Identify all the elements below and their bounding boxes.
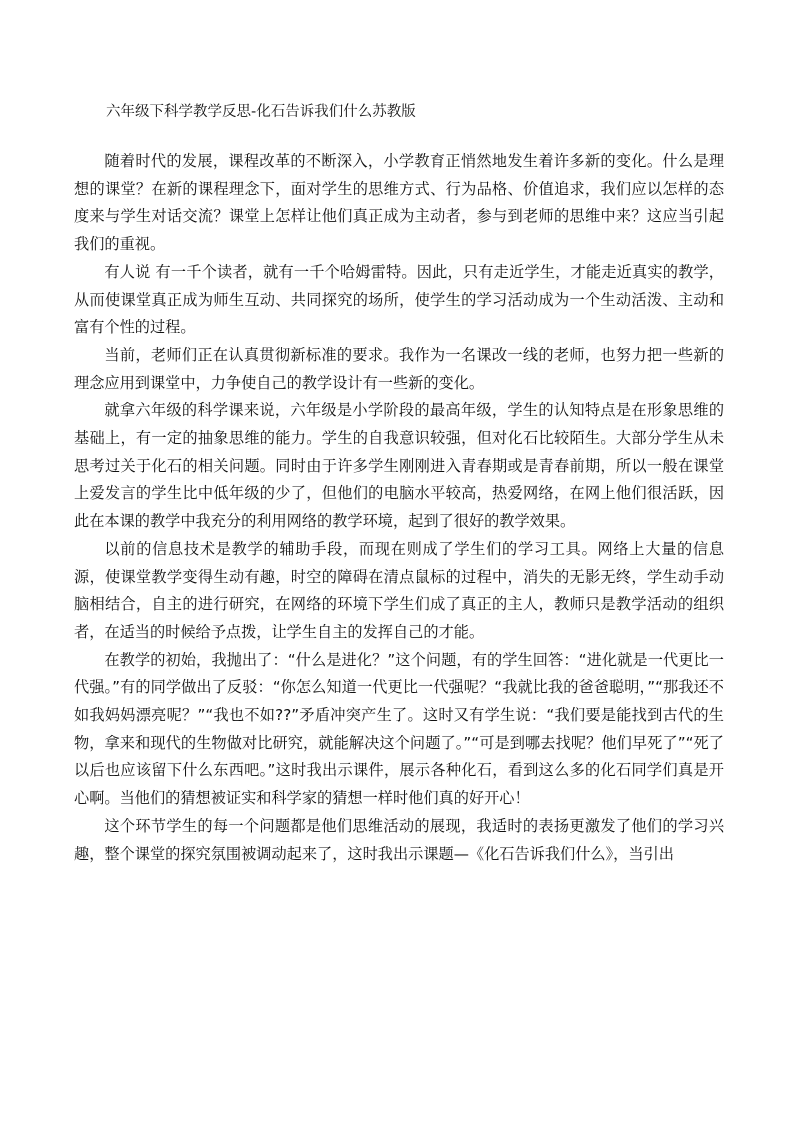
paragraph-4: 就拿六年级的科学课来说，六年级是小学阶段的最高年级，学生的认知特点是在形象思维的基础上，有一定的抽象思维的能力。学生的自我意识较强，但对化石比较陌生。大部分学生从未思考过关于化石的相关问题。同时由于许多学生刚刚进入青春期或是青春前期，所以一般在课堂上爱发言的学生比中低年级的少了，但他们的电脑水平较高，热爱网络，在网上他们很活跃，因此在本课的教学中我充分的利用网络的教学环境，起到了很好的教学效果。 <box>74 401 724 531</box>
paragraph-1: 随着时代的发展，课程改革的不断深入，小学教育正悄然地发生着许多新的变化。什么是理想的课堂？在新的课程理念下，面对学生的思维方式、行为品格、价值追求，我们应以怎样的态度来与学生对话交流？课堂上怎样让他们真正成为主动者，参与到老师的思维中来？这应当引起我们的重视。 <box>74 152 724 254</box>
document-title: 六年级下科学教学反思-化石告诉我们什么苏教版 <box>106 104 416 120</box>
document-body <box>74 148 724 868</box>
paragraph-7: 这个环节学生的每一个问题都是他们思维活动的展现，我适时的表扬更激发了他们的学习兴趣，整个课堂的探究氛围被调动起来了，这时我出示课题—《化石告诉我们什么》，当引出 <box>74 816 724 863</box>
paragraph-6: 在教学的初始，我抛出了：“什么是进化？”这个问题，有的学生回答：“进化就是一代更比一代强。”有的同学做出了反驳：“你怎么知道一代更比一代强呢？“我就比我的爸爸聪明，”“那我还不如我妈妈漂亮呢？”“我也不如??”矛盾冲突产生了。这时又有学生说：“我们要是能找到古代的生物，拿来和现代的生物做对比研究，就能解决这个问题了。”“可是到哪去找呢？他们早死了”“死了以后也应该留下什么东西吧。”这时我出示课件，展示各种化石，看到这么多的化石同学们真是开心啊。当他们的猜想被证实和科学家的猜想一样时他们真的好开心！ <box>74 650 724 808</box>
paragraph-5: 以前的信息技术是教学的辅助手段，而现在则成了学生们的学习工具。网络上大量的信息源，使课堂教学变得生动有趣，时空的障碍在清点鼠标的过程中，消失的无影无终，学生动手动脑相结合，自主的进行研究，在网络的环境下学生们成了真正的主人，教师只是教学活动的组织者，在适当的时候给予点拨，让学生自主的发挥自己的才能。 <box>74 539 724 641</box>
paragraph-3: 当前，老师们正在认真贯彻新标准的要求。我作为一名课改一线的老师，也努力把一些新的理念应用到课堂中，力争使自己的教学设计有一些新的变化。 <box>74 345 724 392</box>
paragraph-2: 有人说 有一千个读者，就有一千个哈姆雷特。因此，只有走近学生，才能走近真实的教学，从而使课堂真正成为师生互动、共同探究的场所，使学生的学习活动成为一个生动活泼、主动和富有个性的过程。 <box>74 262 724 337</box>
